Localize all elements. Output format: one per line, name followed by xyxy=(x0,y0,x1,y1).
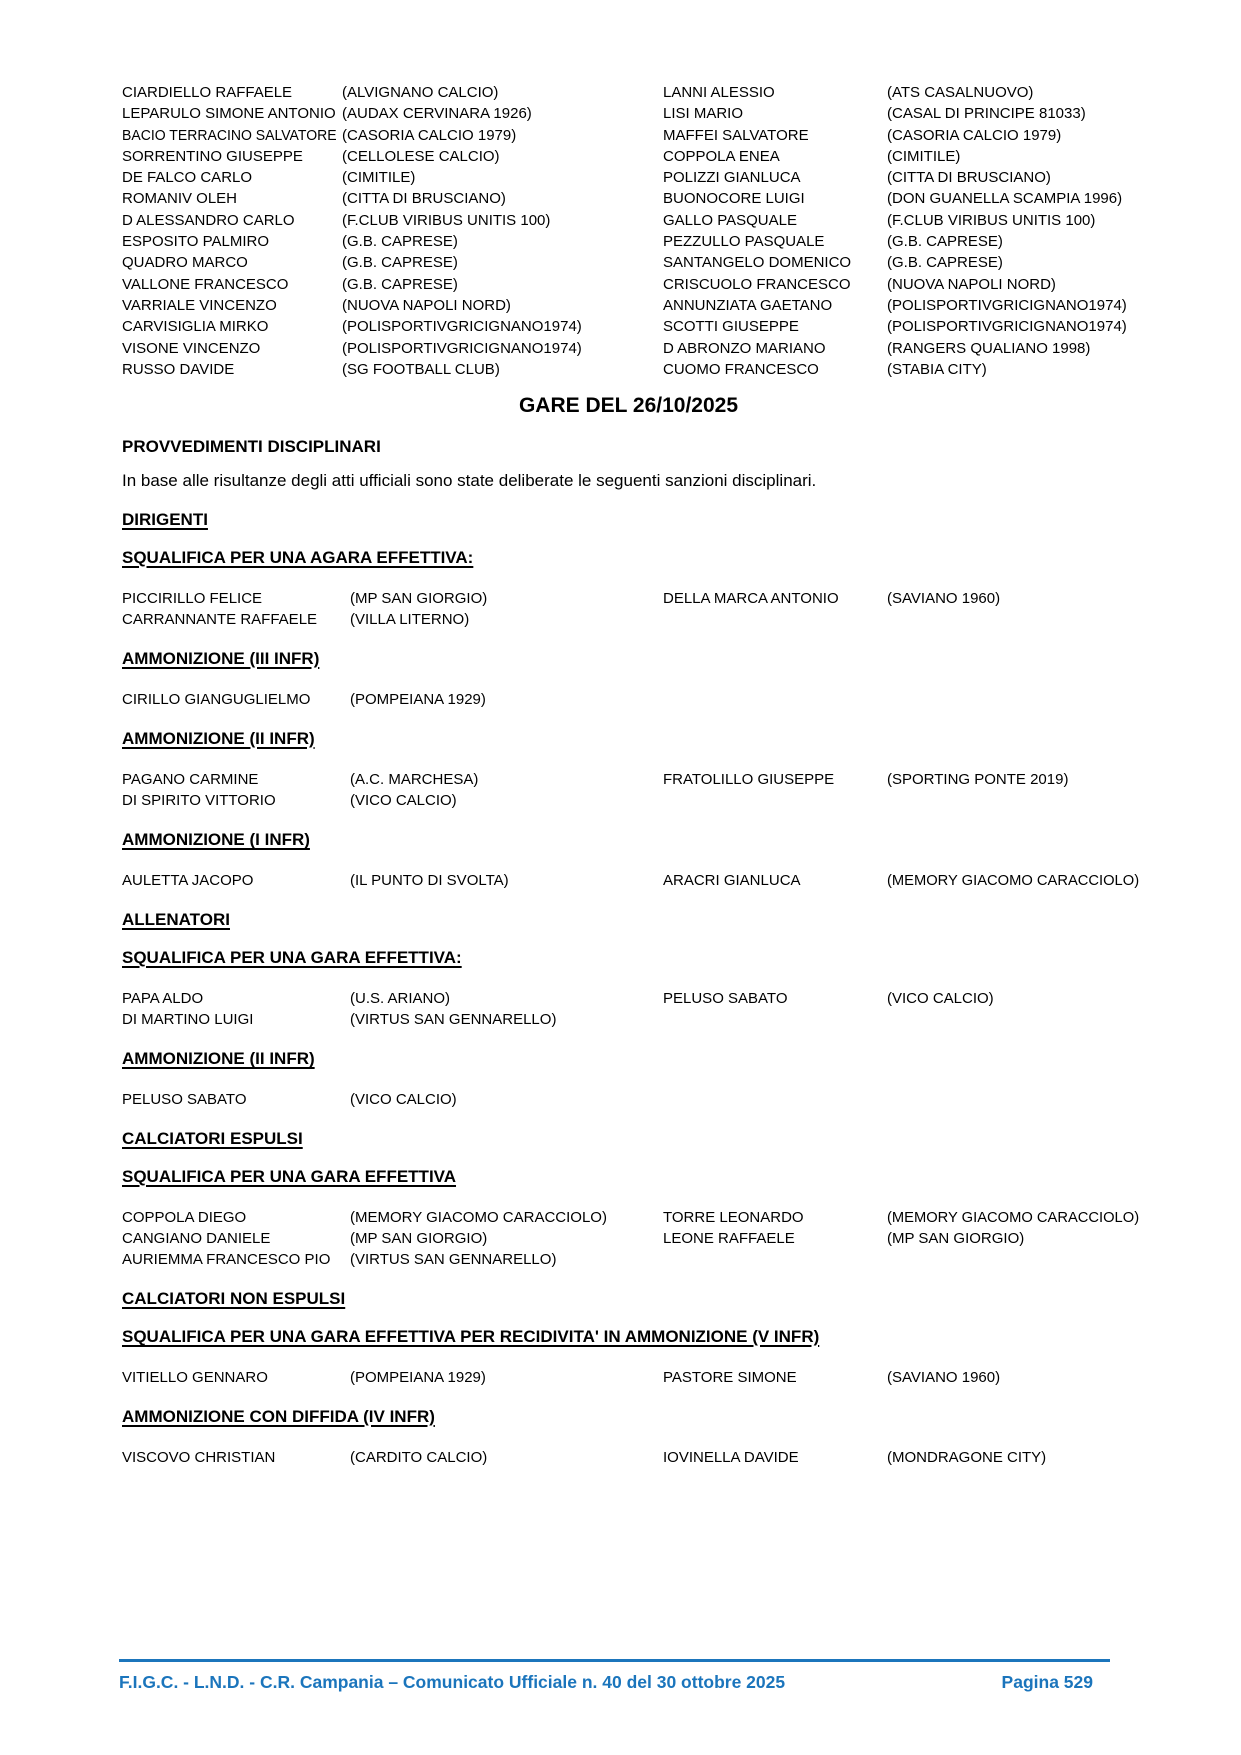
club-name: (F.CLUB VIRIBUS UNITIS 100) xyxy=(887,211,1096,229)
person-name: CANGIANO DANIELE xyxy=(122,1230,271,1247)
person-name: AULETTA JACOPO xyxy=(122,872,254,890)
roster-row xyxy=(122,82,1135,103)
provvedimenti-heading: PROVVEDIMENTI DISCIPLINARI xyxy=(122,437,381,457)
section-squalifica-recidivita xyxy=(0,1327,1241,1388)
section-ammonizione-diffida xyxy=(0,1407,1241,1468)
roster-row xyxy=(122,231,1135,252)
person-name: ANNUNZIATA GAETANO xyxy=(663,296,833,314)
club-name: (SAVIANO 1960) xyxy=(887,1368,1001,1386)
person-name: IOVINELLA DAVIDE xyxy=(663,1448,799,1466)
club-name: (MP SAN GIORGIO) xyxy=(350,1230,488,1247)
person-name: LANNI ALESSIO xyxy=(663,84,775,101)
club-name: (SPORTING PONTE 2019) xyxy=(887,770,1069,788)
club-name: (VIRTUS SAN GENNARELLO) xyxy=(350,1251,557,1269)
section-ammonizione-ii-dirigenti xyxy=(0,729,1241,812)
person-name: CRISCUOLO FRANCESCO xyxy=(663,275,851,293)
club-name: (MEMORY GIACOMO CARACCIOLO) xyxy=(350,1208,607,1226)
person-name: COPPOLA ENEA xyxy=(663,147,780,165)
roster-row xyxy=(122,316,1135,337)
footer xyxy=(119,1659,1110,1693)
section-heading: ALLENATORI xyxy=(122,910,230,930)
club-name: (VICO CALCIO) xyxy=(350,792,457,810)
section-heading: DIRIGENTI xyxy=(122,509,208,529)
club-name: (NUOVA NAPOLI NORD) xyxy=(887,275,1056,293)
roster-row xyxy=(122,125,1135,146)
person-name: VITIELLO GENNARO xyxy=(122,1368,268,1386)
sanction-row xyxy=(122,1009,1135,1030)
person-name: COPPOLA DIEGO xyxy=(122,1208,247,1226)
club-name: (CIMITILE) xyxy=(342,169,416,187)
person-name: BACIO TERRACINO SALVATORE xyxy=(122,126,337,144)
person-name: DI SPIRITO VITTORIO xyxy=(122,792,276,810)
roster-row xyxy=(122,167,1135,188)
person-name: CUOMO FRANCESCO xyxy=(663,360,819,378)
roster-row xyxy=(122,338,1135,359)
club-name: (F.CLUB VIRIBUS UNITIS 100) xyxy=(342,211,551,229)
sanction-row xyxy=(122,1447,1135,1468)
sanction-row xyxy=(122,870,1140,891)
club-name: (G.B. CAPRESE) xyxy=(887,233,1003,251)
person-name: PAPA ALDO xyxy=(122,989,204,1007)
person-name: SCOTTI GIUSEPPE xyxy=(663,318,799,336)
section-rows xyxy=(0,870,1241,891)
person-name: TORRE LEONARDO xyxy=(663,1208,804,1226)
person-name: DI MARTINO LUIGI xyxy=(122,1011,254,1029)
match-date-heading: GARE DEL 26/10/2025 xyxy=(518,394,739,418)
section-ammonizione-i xyxy=(0,830,1241,891)
club-name: (POLISPORTIVGRICIGNANO1974) xyxy=(342,318,582,336)
club-name: (G.B. CAPRESE) xyxy=(342,233,458,251)
section-heading: SQUALIFICA PER UNA GARA EFFETTIVA PER RECIDIVITA' IN AMMONIZIONE (V INFR) xyxy=(122,1326,820,1346)
person-name: PAGANO CARMINE xyxy=(122,770,259,788)
section-calciatori-non-espulsi xyxy=(0,1289,1241,1308)
person-name: SANTANGELO DOMENICO xyxy=(663,254,852,272)
person-name: PASTORE SIMONE xyxy=(663,1368,797,1386)
person-name: ROMANIV OLEH xyxy=(122,190,238,208)
person-name: GALLO PASQUALE xyxy=(663,211,797,229)
club-name: (MP SAN GIORGIO) xyxy=(887,1230,1025,1247)
person-name: CIARDIELLO RAFFAELE xyxy=(122,84,293,101)
sanction-row xyxy=(122,588,1135,609)
person-name: ARACRI GIANLUCA xyxy=(663,872,801,890)
person-name: QUADRO MARCO xyxy=(122,254,248,272)
person-name: PICCIRILLO FELICE xyxy=(122,589,263,607)
section-heading: AMMONIZIONE (III INFR) xyxy=(122,648,320,668)
section-dirigenti xyxy=(0,510,1241,529)
club-name: (VICO CALCIO) xyxy=(887,989,994,1007)
person-name: VISCOVO CHRISTIAN xyxy=(122,1448,276,1466)
person-name: PELUSO SABATO xyxy=(663,989,788,1007)
club-name: (VIRTUS SAN GENNARELLO) xyxy=(350,1011,557,1029)
club-name: (POLISPORTIVGRICIGNANO1974) xyxy=(887,296,1127,314)
club-name: (G.B. CAPRESE) xyxy=(342,275,458,293)
club-name: (STABIA CITY) xyxy=(887,360,987,378)
section-ammonizione-ii-allenatori xyxy=(0,1049,1241,1110)
club-name: (CITTA DI BRUSCIANO) xyxy=(342,190,506,208)
person-name: PEZZULLO PASQUALE xyxy=(663,233,825,251)
roster-row xyxy=(122,359,1135,380)
person-name: BUONOCORE LUIGI xyxy=(663,190,805,208)
person-name: MAFFEI SALVATORE xyxy=(663,126,809,144)
club-name: (CASORIA CALCIO 1979) xyxy=(887,126,1062,144)
section-calciatori-espulsi xyxy=(0,1129,1241,1148)
section-heading: CALCIATORI ESPULSI xyxy=(122,1129,303,1149)
person-name: ESPOSITO PALMIRO xyxy=(122,233,269,251)
club-name: (ATS CASALNUOVO) xyxy=(887,84,1034,101)
sanction-row xyxy=(122,769,1135,790)
club-name: (CARDITO CALCIO) xyxy=(350,1448,488,1466)
section-heading: AMMONIZIONE (II INFR) xyxy=(122,728,315,748)
club-name: (NUOVA NAPOLI NORD) xyxy=(342,296,511,314)
section-allenatori xyxy=(0,910,1241,929)
person-name: DELLA MARCA ANTONIO xyxy=(663,589,839,607)
sanction-row xyxy=(122,609,1135,630)
person-name: D ALESSANDRO CARLO xyxy=(122,211,295,229)
roster-row xyxy=(122,146,1135,167)
section-rows xyxy=(0,1089,1241,1110)
club-name: (POLISPORTIVGRICIGNANO1974) xyxy=(342,339,582,357)
section-heading: AMMONIZIONE (I INFR) xyxy=(122,830,310,850)
club-name: (MP SAN GIORGIO) xyxy=(350,589,488,607)
section-heading: SQUALIFICA PER UNA AGARA EFFETTIVA: xyxy=(122,547,474,567)
section-ammonizione-iii xyxy=(0,649,1241,710)
club-name: (U.S. ARIANO) xyxy=(350,989,451,1007)
club-name: (CELLOLESE CALCIO) xyxy=(342,147,500,165)
sanction-row xyxy=(122,1089,1135,1110)
person-name: VALLONE FRANCESCO xyxy=(122,275,289,293)
club-name: (SAVIANO 1960) xyxy=(887,589,1001,607)
person-name: CARVISIGLIA MIRKO xyxy=(122,318,269,336)
roster-row xyxy=(122,295,1135,316)
section-rows xyxy=(0,988,1241,1031)
sanction-row xyxy=(122,790,1135,811)
club-name: (G.B. CAPRESE) xyxy=(887,254,1003,272)
person-name: DE FALCO CARLO xyxy=(122,169,253,187)
person-name: PELUSO SABATO xyxy=(122,1091,247,1109)
club-name: (RANGERS QUALIANO 1998) xyxy=(887,339,1091,357)
section-heading: SQUALIFICA PER UNA GARA EFFETTIVA: xyxy=(122,947,462,967)
sanction-row xyxy=(122,1367,1135,1388)
club-name: (MEMORY GIACOMO CARACCIOLO) xyxy=(887,1208,1140,1226)
section-squalifica-espulsi xyxy=(0,1167,1241,1271)
footer-text: F.I.G.C. - L.N.D. - C.R. Campania – Comunicato Ufficiale n. 40 del 30 ottobre 2025 xyxy=(119,1672,786,1692)
intro-paragraph: In base alle risultanze degli atti ufficiali sono state deliberate le seguenti sanzioni disciplinari. xyxy=(122,471,817,491)
club-name: (SG FOOTBALL CLUB) xyxy=(342,360,500,378)
person-name: LISI MARIO xyxy=(663,105,744,123)
section-rows xyxy=(0,769,1241,812)
section-rows xyxy=(0,1447,1241,1468)
club-name: (CASORIA CALCIO 1979) xyxy=(342,126,517,144)
section-heading: CALCIATORI NON ESPULSI xyxy=(122,1289,346,1309)
person-name: VARRIALE VINCENZO xyxy=(122,296,277,314)
section-squalifica-allenatori xyxy=(0,948,1241,1031)
page-number: Pagina 529 xyxy=(1001,1672,1093,1692)
section-heading: AMMONIZIONE CON DIFFIDA (IV INFR) xyxy=(122,1406,435,1426)
person-name: CARRANNANTE RAFFAELE xyxy=(122,610,318,628)
section-rows xyxy=(0,1367,1241,1388)
sanction-row xyxy=(122,988,1135,1009)
person-name: VISONE VINCENZO xyxy=(122,339,261,357)
roster-row xyxy=(122,210,1135,231)
roster-row xyxy=(122,252,1135,273)
person-name: RUSSO DAVIDE xyxy=(122,360,235,378)
sanction-row xyxy=(122,1207,1140,1228)
club-name: (VILLA LITERNO) xyxy=(350,610,470,628)
sanction-row xyxy=(122,689,1135,710)
club-name: (ALVIGNANO CALCIO) xyxy=(342,84,499,101)
club-name: (CIMITILE) xyxy=(887,147,961,165)
person-name: D ABRONZO MARIANO xyxy=(663,339,826,357)
section-heading: SQUALIFICA PER UNA GARA EFFETTIVA xyxy=(122,1166,457,1186)
person-name: FRATOLILLO GIUSEPPE xyxy=(663,770,835,788)
section-squalifica-dirigenti xyxy=(0,548,1241,631)
top-roster xyxy=(0,0,1241,380)
roster-row xyxy=(122,103,1135,124)
section-rows xyxy=(0,588,1241,631)
club-name: (POLISPORTIVGRICIGNANO1974) xyxy=(887,318,1127,336)
roster-row xyxy=(122,188,1135,209)
person-name: LEONE RAFFAELE xyxy=(663,1230,795,1247)
person-name: CIRILLO GIANGUGLIELMO xyxy=(122,690,311,708)
section-heading: AMMONIZIONE (II INFR) xyxy=(122,1049,315,1069)
person-name: SORRENTINO GIUSEPPE xyxy=(122,147,303,165)
sanction-row xyxy=(122,1249,1135,1270)
sanction-row xyxy=(122,1228,1135,1249)
club-name: (A.C. MARCHESA) xyxy=(350,770,479,788)
club-name: (MEMORY GIACOMO CARACCIOLO) xyxy=(887,872,1140,890)
club-name: (G.B. CAPRESE) xyxy=(342,254,458,272)
club-name: (IL PUNTO DI SVOLTA) xyxy=(350,872,509,890)
person-name: POLIZZI GIANLUCA xyxy=(663,169,801,187)
section-rows xyxy=(0,689,1241,710)
club-name: (VICO CALCIO) xyxy=(350,1091,457,1109)
club-name: (POMPEIANA 1929) xyxy=(350,1368,486,1386)
club-name: (CITTA DI BRUSCIANO) xyxy=(887,169,1051,187)
roster-row xyxy=(122,274,1135,295)
club-name: (MONDRAGONE CITY) xyxy=(887,1448,1047,1466)
club-name: (DON GUANELLA SCAMPIA 1996) xyxy=(887,190,1123,208)
club-name: (AUDAX CERVINARA 1926) xyxy=(342,105,532,123)
club-name: (POMPEIANA 1929) xyxy=(350,690,486,708)
person-name: LEPARULO SIMONE ANTONIO xyxy=(122,105,336,123)
person-name: AURIEMMA FRANCESCO PIO xyxy=(122,1251,331,1269)
section-rows xyxy=(0,1207,1241,1271)
club-name: (CASAL DI PRINCIPE 81033) xyxy=(887,105,1086,123)
